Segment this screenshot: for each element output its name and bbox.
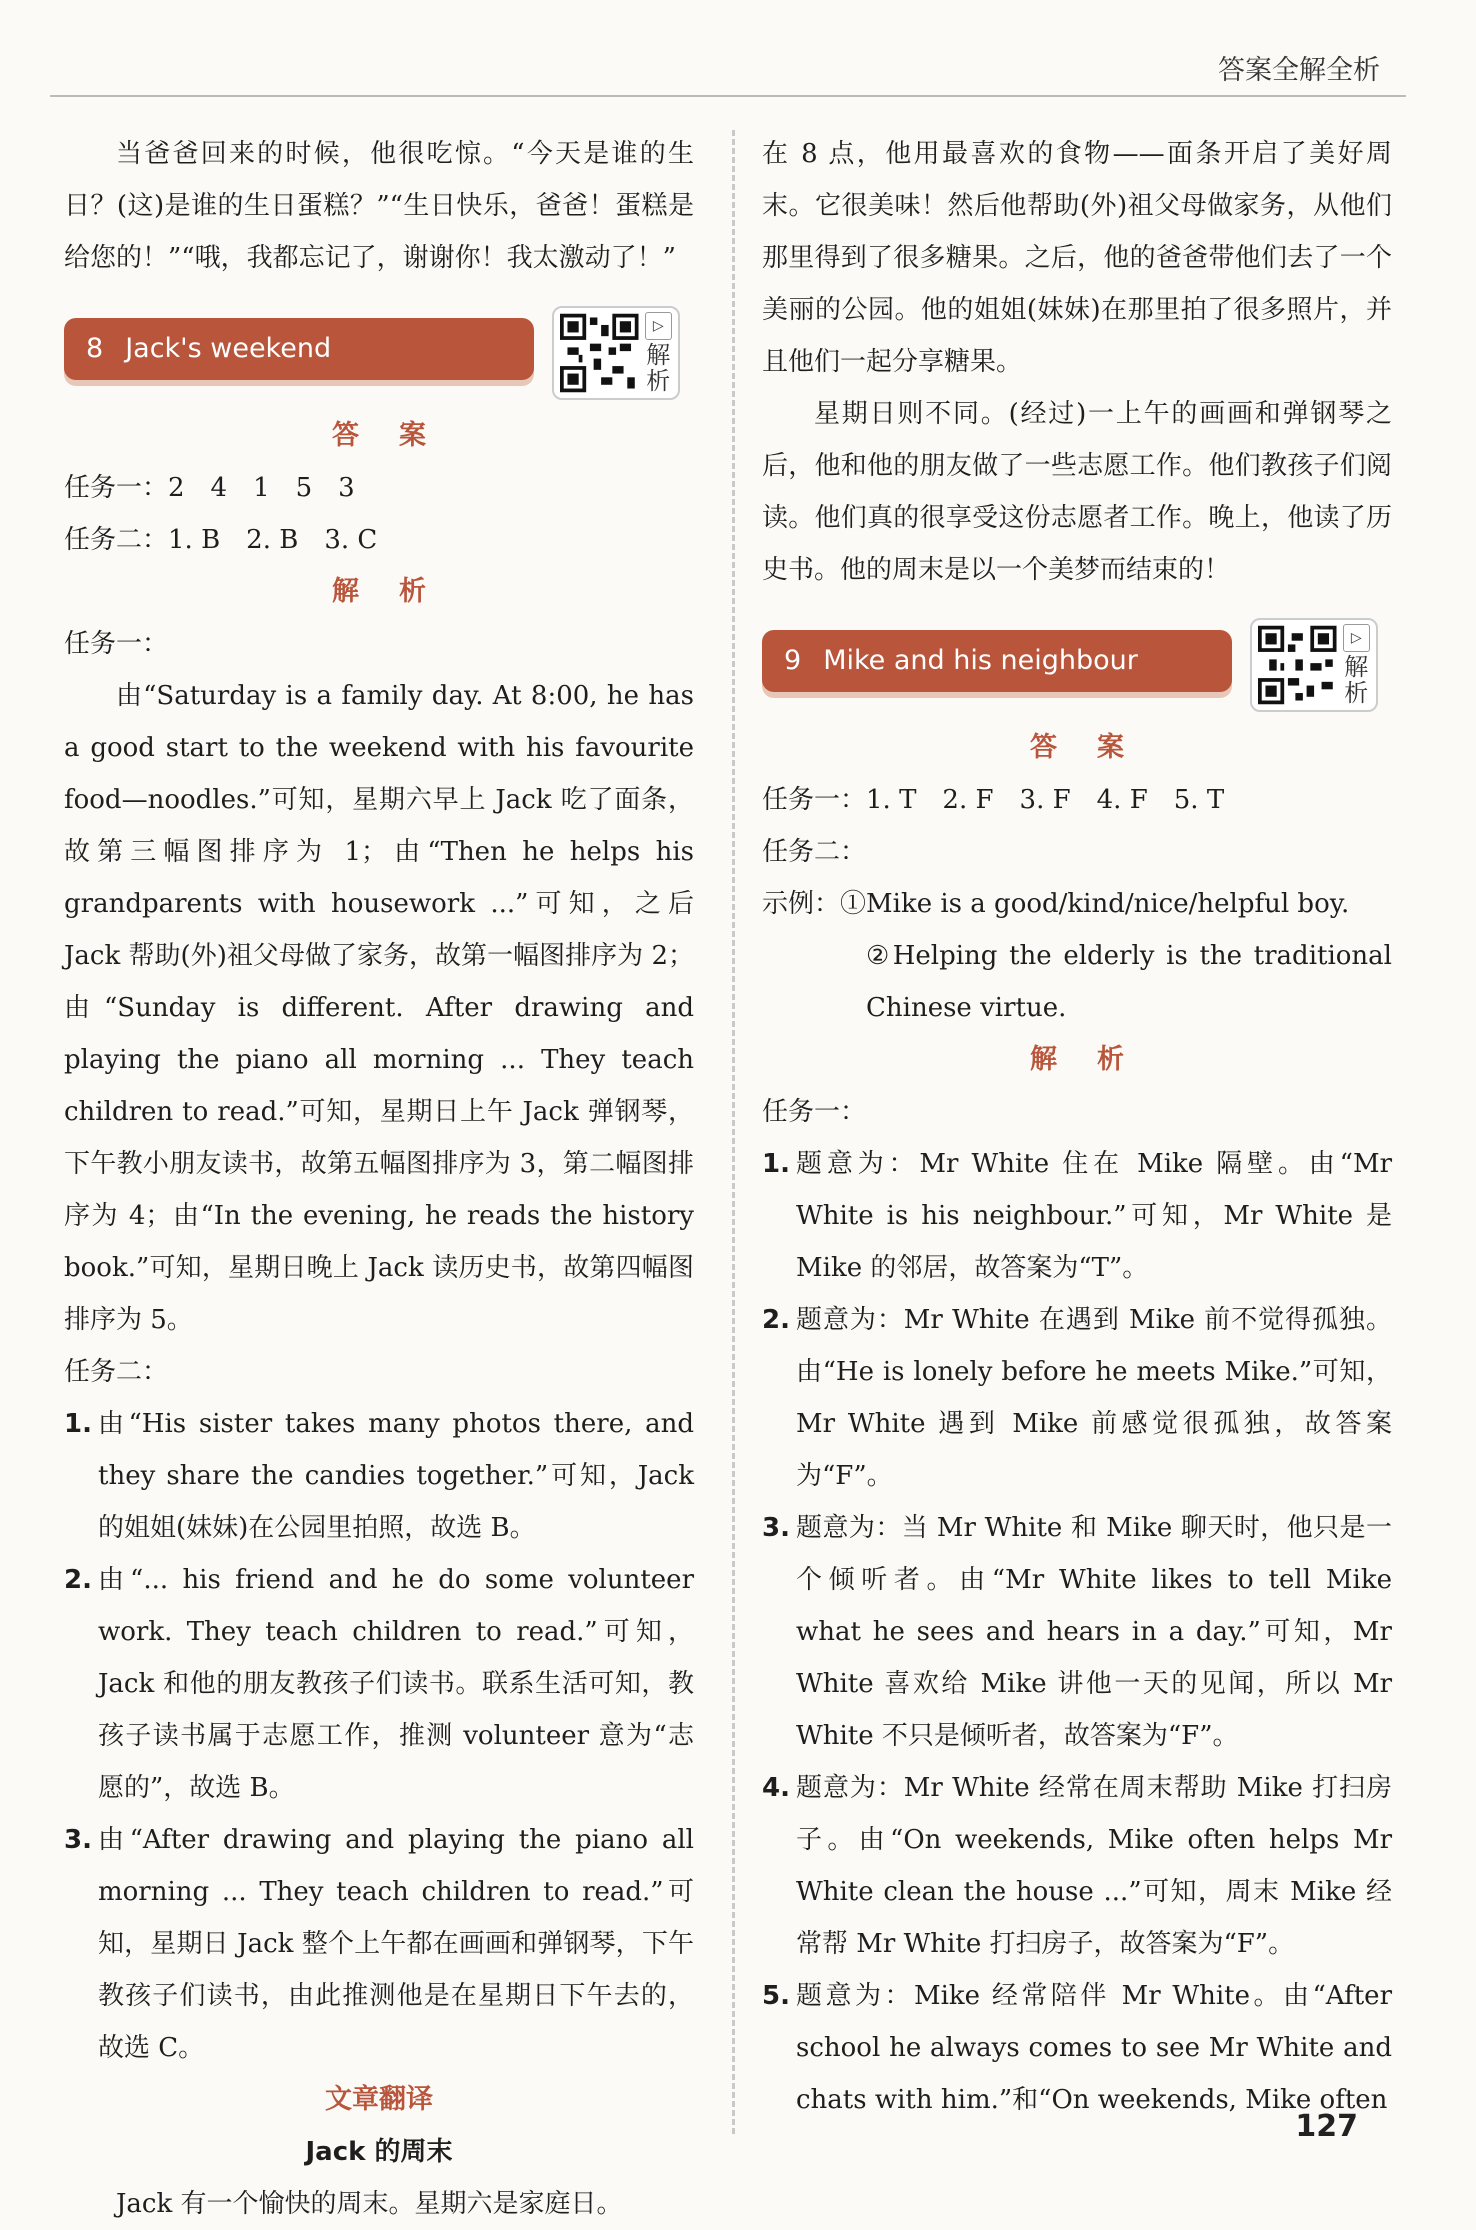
qr-label: 解析 (1344, 653, 1369, 707)
item-number: 1. (762, 1149, 790, 1179)
qr-code-icon (560, 313, 639, 393)
item-number: 3. (64, 1825, 92, 1855)
section-9-banner (762, 630, 1232, 692)
translation-heading: 文章翻译 (325, 2084, 433, 2115)
example-2: ②Helping the elderly is the traditional Chinese virtue. (866, 941, 1392, 1023)
section-title: Mike and his neighbour (823, 645, 1138, 676)
qr-code-icon (1258, 625, 1337, 705)
page-number: 127 (1295, 2109, 1358, 2144)
task1-label: 任务一： (64, 629, 169, 659)
play-icon: ▷ (1343, 624, 1370, 652)
task2-answer: 任务二：1. B 2. B 3. C (64, 525, 378, 555)
task1-label: 任务一： (762, 1097, 867, 1127)
analysis-item (762, 1970, 1392, 2126)
task2-item (64, 1814, 694, 2074)
analysis-item (762, 1138, 1392, 1294)
right-column (762, 128, 1392, 2126)
item-text: 题意为：Mr White 住在 Mike 隔壁。由“Mr White is his neighbour.”可知，Mr White 是 Mike 的邻居，故答案为“T”。 (796, 1149, 1392, 1283)
item-text: 题意为：Mr White 经常在周末帮助 Mike 打扫房子。由“On weekends, Mike often helps Mr White clean the house ...”可知，周末 Mike 经常帮 Mr White 打扫房子，故答案为“F”。 (796, 1773, 1392, 1959)
qr-code-analysis[interactable] (552, 306, 680, 400)
item-number: 5. (762, 1981, 790, 2011)
task1-answer: 任务一：2 4 1 5 3 (64, 473, 355, 503)
page-header-title: 答案全解全析 (1218, 55, 1380, 86)
task2-label: 任务二： (64, 1357, 169, 1387)
item-number: 2. (64, 1565, 92, 1595)
task2-item (64, 1554, 694, 1814)
task1-answer: 任务一：1. T 2. F 3. F 4. F 5. T (762, 785, 1225, 815)
analysis-item (762, 1294, 1392, 1502)
qr-label: 解析 (646, 341, 671, 395)
section-8-banner (64, 318, 534, 380)
analysis-heading: 解析 (1030, 1044, 1164, 1075)
section-title: Jack's weekend (125, 333, 332, 364)
example-line-1 (762, 878, 1392, 930)
item-number: 1. (64, 1409, 92, 1439)
task2-label: 任务二： (762, 837, 867, 867)
analysis-item (762, 1762, 1392, 1970)
section-number: 9 (784, 645, 802, 676)
example-label: 示例： (762, 889, 841, 919)
example-1: ①Mike is a good/kind/nice/helpful boy. (840, 889, 1350, 919)
translation-title: Jack 的周末 (305, 2137, 453, 2167)
item-number: 4. (762, 1773, 790, 1803)
item-number: 2. (762, 1305, 790, 1335)
translation-start: Jack 有一个愉快的周末。星期六是家庭日。 (116, 2189, 623, 2219)
task1-analysis: 由“Saturday is a family day. At 8:00, he has a good start to the weekend with his favourite food—noodles.”可知，星期六早上 Jack 吃了面条，故第三幅图排序为 1；由“Then he helps his grandparents with housework ...”可知，之后 Jack 帮助(外)祖父母做了家务，故第一幅图排序为 2；由“Sunday is different. After drawing and playing the piano all morning ... They teach children to read.”可知，星期日上午 Jack 弹钢琴，下午教小朋友读书，故第五幅图排序为 3，第二幅图排序为 4；由“In the evening, he reads the history book.”可知，星期日晚上 Jack 读历史书，故第四幅图排序为 5。 (64, 681, 694, 1335)
item-text: 题意为：当 Mr White 和 Mike 聊天时，他只是一个倾听者。由“Mr White likes to tell Mike what he sees and hears in a day.”可知，Mr White 喜欢给 Mike 讲他一天的见闻，所以 Mr White 不只是倾听者，故答案为“F”。 (796, 1513, 1392, 1751)
header-divider (50, 95, 1406, 97)
item-number: 3. (762, 1513, 790, 1543)
section-9-header (762, 618, 1392, 714)
left-column (64, 128, 694, 2230)
intro-paragraph: 当爸爸回来的时候，他很吃惊。“今天是谁的生日？(这)是谁的生日蛋糕？”“生日快乐，爸爸！蛋糕是给您的！”“哦，我都忘记了，谢谢你！我太激动了！” (64, 139, 694, 273)
translation-continued-2: 星期日则不同。(经过)一上午的画画和弹钢琴之后，他和他的朋友做了一些志愿工作。他们教孩子们阅读。他们真的很享受这份志愿者工作。晚上，他读了历史书。他的周末是以一个美梦而结束的！ (762, 399, 1392, 585)
analysis-heading: 解析 (332, 576, 466, 607)
answer-heading: 答案 (1030, 732, 1164, 763)
item-text: 由“... his friend and he do some volunteer work. They teach children to read.”可知，Jack 和他的朋友教孩子们读书。联系生活可知，教孩子读书属于志愿工作，推测 volunteer 意为“志愿的”，故选 B。 (98, 1565, 694, 1803)
item-text: 题意为：Mr White 在遇到 Mike 前不觉得孤独。由“He is lonely before he meets Mike.”可知，Mr White 遇到 Mike 前感觉很孤独，故答案为“F”。 (796, 1305, 1392, 1491)
item-text: 由“His sister takes many photos there, and they share the candies together.”可知，Jack 的姐姐(妹妹)在公园里拍照，故选 B。 (98, 1409, 694, 1543)
qr-code-analysis[interactable] (1250, 618, 1378, 712)
item-text: 由“After drawing and playing the piano all morning ... They teach children to read.”可知，星期日 Jack 整个上午都在画画和弹钢琴，下午教孩子们读书，由此推测他是在星期日下午去的，故选 C。 (98, 1825, 694, 2063)
play-icon: ▷ (645, 312, 672, 340)
section-number: 8 (86, 333, 104, 364)
analysis-item (762, 1502, 1392, 1762)
answer-heading: 答案 (332, 420, 466, 451)
translation-continued: 在 8 点，他用最喜欢的食物——面条开启了美好周末。它很美味！然后他帮助(外)祖父母做家务，从他们那里得到了很多糖果。之后，他的爸爸带他们去了一个美丽的公园。他的姐姐(妹妹)在那里拍了很多照片，并且他们一起分享糖果。 (762, 139, 1392, 377)
task2-item (64, 1398, 694, 1554)
section-8-header (64, 306, 694, 402)
item-text: 题意为：Mike 经常陪伴 Mr White。由“After school he always comes to see Mr White and chats with him.”和“On weekends, Mike often (796, 1981, 1392, 2115)
